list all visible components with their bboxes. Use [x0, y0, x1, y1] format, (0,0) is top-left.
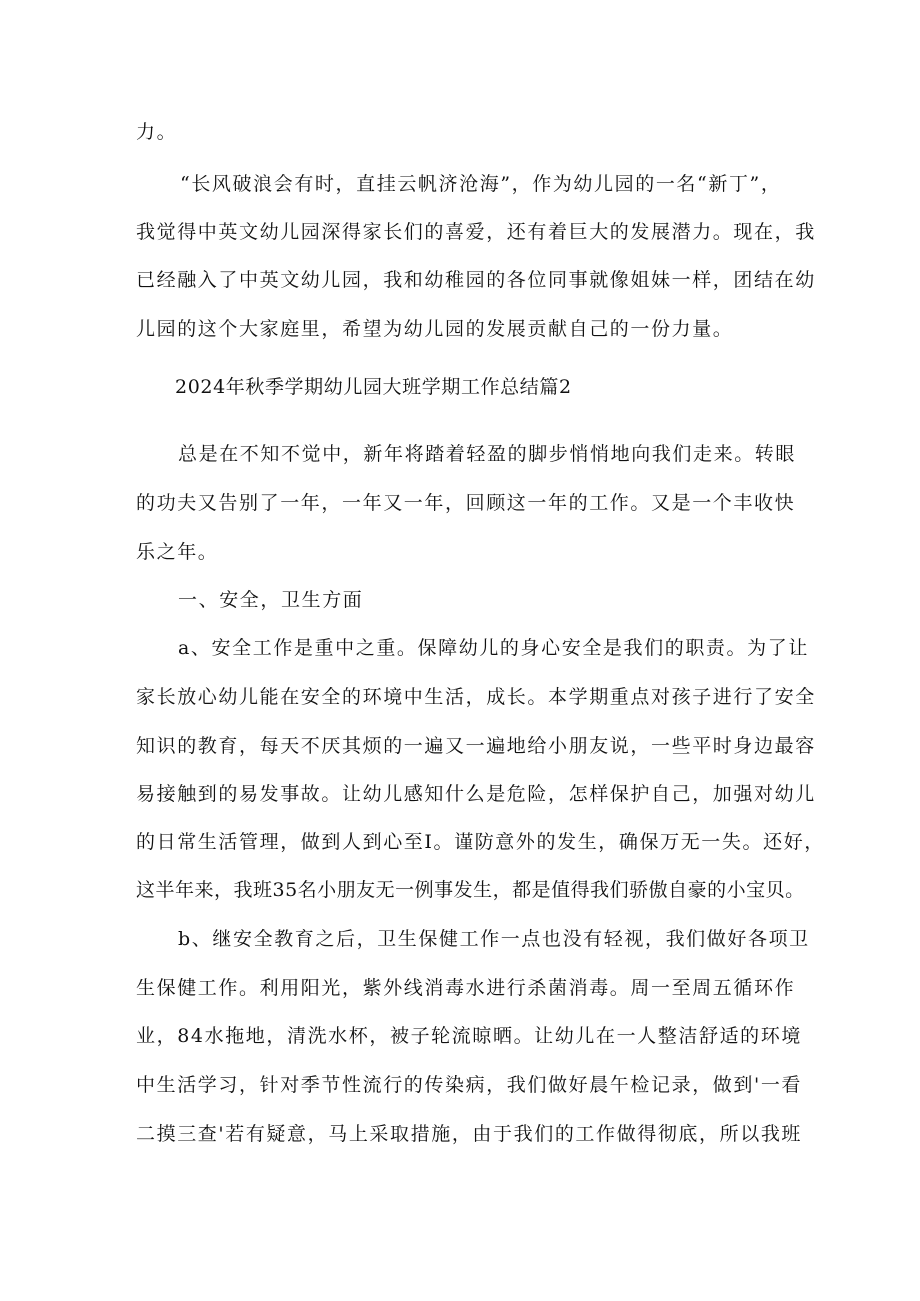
text-line-19: 二摸三查'若有疑意，马上采取措施，由于我们的工作做得彻底，所以我班 [136, 1123, 803, 1145]
subsection-heading: 一、安全，卫生方面 [178, 589, 364, 611]
text-line-15: b、继安全教育之后，卫生保健工作一点也没有轻视，我们做好各项卫 [178, 928, 810, 950]
text-line-10: 家长放心幼儿能在安全的环境中生活，成长。本学期重点对孩子进行了安全 [136, 686, 816, 708]
text-line-5: 儿园的这个大家庭里，希望为幼儿园的发展贡献自己的一份力量。 [136, 318, 734, 340]
text-line-14: 这半年来，我班35名小朋友无一例事发生，都是值得我们骄傲自豪的小宝贝。 [136, 879, 805, 901]
text-line-13: 的日常生活管理，做到人到心至I。谨防意外的发生，确保万无一失。还好， [136, 831, 825, 853]
text-line-18: 中生活学习，针对季节性流行的传染病，我们做好晨午检记录，做到'一看 [136, 1074, 803, 1096]
text-line-3: 我觉得中英文幼儿园深得家长们的喜爱，还有着巨大的发展潜力。现在，我 [136, 221, 816, 243]
text-line-9: a、安全工作是重中之重。保障幼儿的身心安全是我们的职责。为了让 [178, 637, 809, 659]
text-line-12: 易接触到的易发事故。让幼儿感知什么是危险，怎样保护自己，加强对幼儿 [136, 783, 816, 805]
section-heading: 2024年秋季学期幼儿园大班学期工作总结篇2 [175, 376, 572, 398]
text-line-1: 力。 [136, 121, 178, 143]
text-line-17: 业，84水拖地，清洗水杯，被子轮流晾晒。让幼儿在一人整洁舒适的环境 [136, 1025, 802, 1047]
text-line-4: 已经融入了中英文幼儿园，我和幼稚园的各位同事就像姐妹一样，团结在幼 [136, 269, 816, 291]
text-line-8: 乐之年。 [136, 541, 219, 563]
text-line-2: “长风破浪会有时，直挂云帆济沧海”，作为幼儿园的一名“新丁”， [180, 173, 782, 195]
text-line-6: 总是在不知不觉中，新年将踏着轻盈的脚步悄悄地向我们走来。转眼 [178, 443, 797, 465]
text-line-16: 生保健工作。利用阳光，紫外线消毒水进行杀菌消毒。周一至周五循环作 [136, 977, 796, 999]
text-line-7: 的功夫又告别了一年，一年又一年，回顾这一年的工作。又是一个丰收快 [136, 492, 796, 514]
text-line-11: 知识的教育，每天不厌其烦的一遍又一遍地给小朋友说，一些平时身边最容 [136, 735, 816, 757]
